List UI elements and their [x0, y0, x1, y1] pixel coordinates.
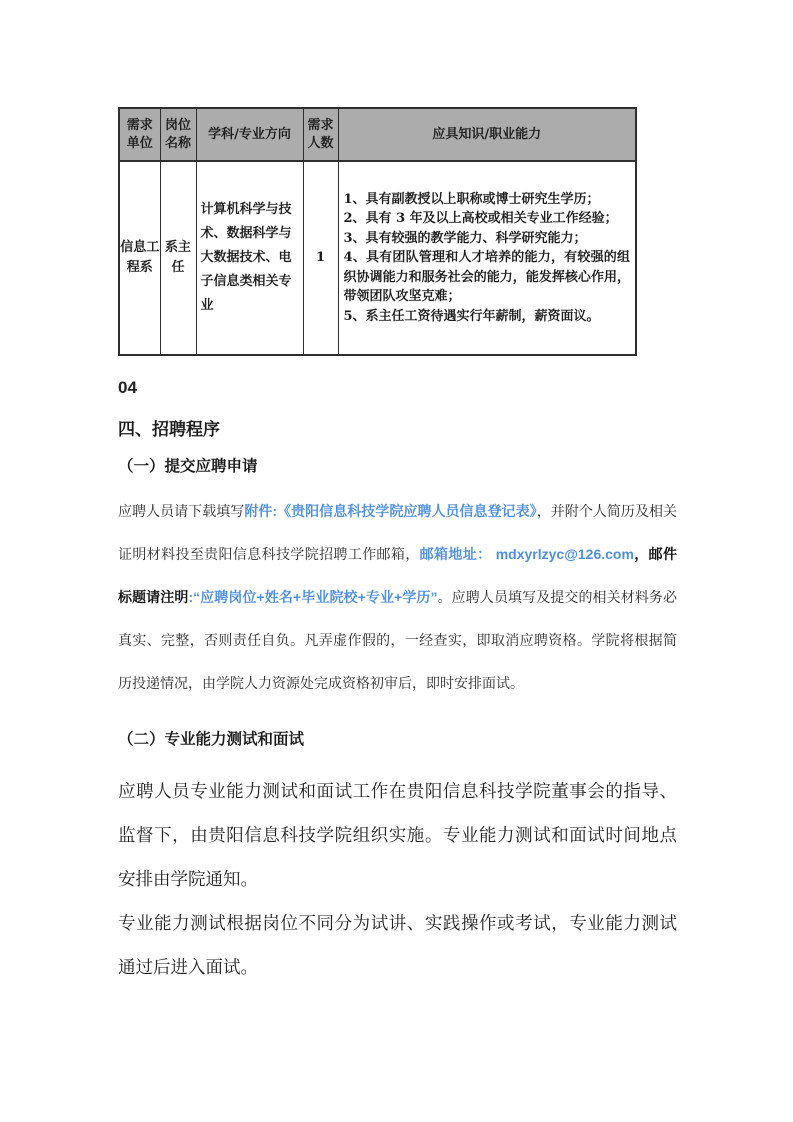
cell-major: 计算机科学与技术、数据科学与大数据技术、电子信息类相关专业	[196, 161, 303, 355]
cell-count: 1	[303, 161, 338, 355]
requirement-item: 1、具有副教授以上职称或博士研究生学历；	[343, 191, 600, 207]
table-header-row	[119, 108, 636, 161]
requirement-item: 4、具有团队管理和人才培养的能力，有较强的组织协调能力和服务社会的能力，能发挥核心作用，带领团队攻坚克难；	[343, 250, 630, 305]
text-segment: 应聘人员请下载填写	[118, 503, 245, 519]
ability-test-paragraph: 应聘人员专业能力测试和面试工作在贵阳信息科技学院董事会的指导、监督下，由贵阳信息科技学院组织实施。专业能力测试和面试时间地点安排由学院通知。	[118, 781, 677, 889]
application-instructions-paragraph	[118, 490, 677, 705]
section-title-recruitment-procedure: 四、招聘程序	[118, 420, 220, 439]
cell-requirements	[338, 161, 636, 355]
attachment-link[interactable]: 附件:《贵阳信息科技学院应聘人员信息登记表》	[244, 503, 537, 519]
requirement-item: 3、具有较强的教学能力、科学研究能力；	[343, 230, 587, 246]
subsection-title-ability-test-interview: （二）专业能力测试和面试	[118, 731, 305, 748]
cell-position: 系主任	[160, 161, 196, 355]
subsection-title-submit-application: （一）提交应聘申请	[118, 458, 258, 475]
text-segment: ，并附个人简历及相关证明材料投至贵阳信息科技学院招聘工作邮箱，	[118, 503, 678, 562]
requirement-item: 5、系主任工资待遇实行年薪制，薪资面议。	[343, 308, 600, 324]
cell-unit: 信息工程系	[119, 161, 160, 355]
table-row	[119, 161, 636, 355]
job-requirements-table	[118, 107, 637, 356]
email-subject-format: :“应聘岗位+姓名+毕业院校+专业+学历”	[188, 589, 438, 605]
email-address-link[interactable]: 邮箱地址： mdxyrlzyc@126.com	[419, 546, 634, 562]
section-number: 04	[118, 378, 137, 397]
test-type-paragraph: 专业能力测试根据岗位不同分为试讲、实践操作或考试，专业能力测试通过后进入面试。	[118, 913, 677, 977]
text-segment: 。应聘人员填写及提交的相关材料务必真实、完整，否则责任自负。凡弄虚作假的，一经查实，即取消应聘资格。学院将根据简历投递情况，由学院人力资源处完成资格初审后，即时安排面试。	[118, 589, 678, 691]
col-header-count: 需求人数	[303, 108, 338, 161]
col-header-unit: 需求单位	[119, 108, 160, 161]
col-header-major: 学科/专业方向	[196, 108, 303, 161]
requirement-item: 2、具有 3 年及以上高校或相关专业工作经验；	[343, 211, 618, 227]
email-subject-label: ，邮件标题请注明	[118, 546, 677, 605]
col-header-position: 岗位名称	[160, 108, 196, 161]
col-header-requirements: 应具知识/职业能力	[338, 108, 636, 161]
